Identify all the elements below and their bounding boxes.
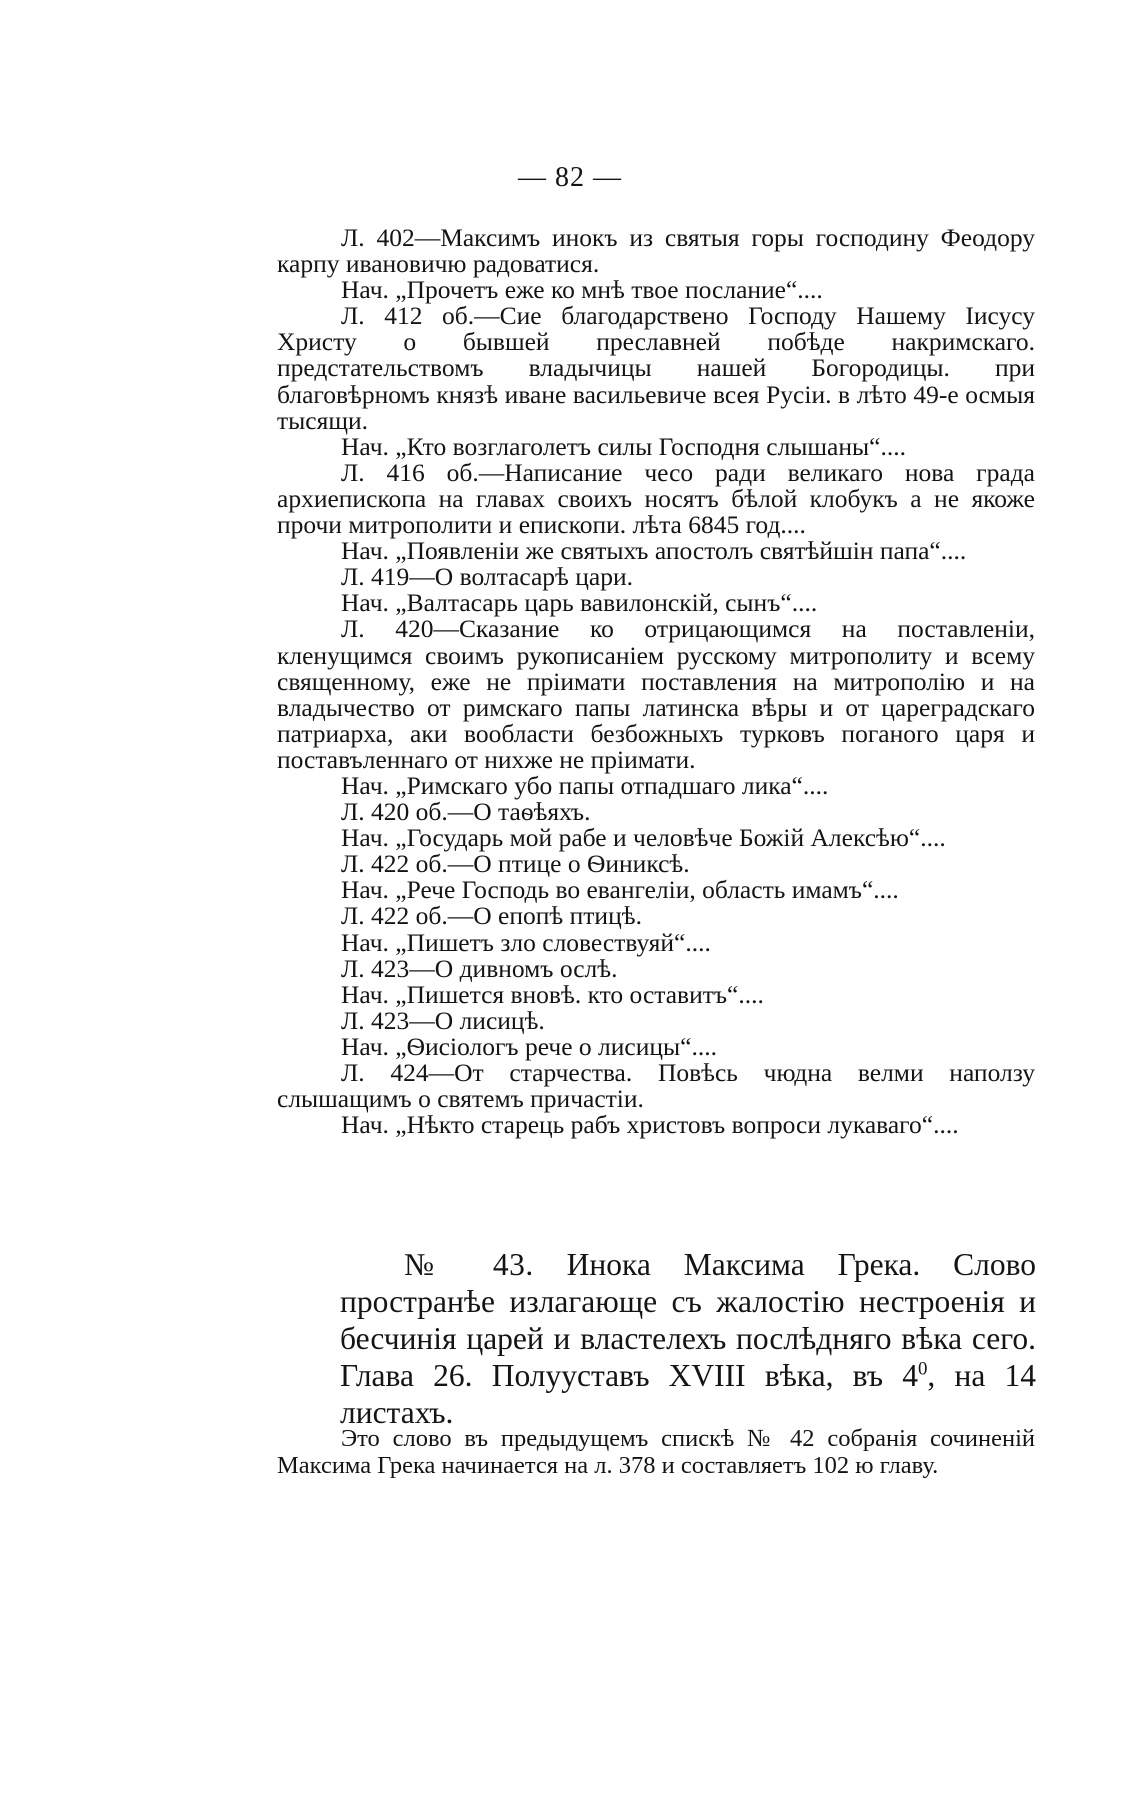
heading-text: Инока Максима Грека. Слово пространѣе излагающе съ жалостію нестроенія и бесчинія царей и властелехъ послѣдняго вѣка сего. Глава 26. Полууставъ XVIII вѣка, въ 4: [340, 1247, 1037, 1393]
entry: Л. 419—О волтасарѣ цари.: [341, 562, 634, 592]
entry: Нач. „Прочетъ еже ко мнѣ твое послание“....: [341, 275, 823, 305]
heading-superscript: 0: [917, 1358, 928, 1380]
entry: Л. 412 об.—Сие благодарствено Господу Нашему Іисусу Христу о бывшей преславней побѣде накримскаго. предстательствомъ владычицы нашей Богородицы. при благовѣрномъ князѣ иване васильевиче всея Русіи. в лѣто 49-е осмыя тысящи.: [277, 301, 1035, 435]
entry: Нач. „Пишетъ зло словествуяй“....: [341, 927, 711, 957]
entries-list: [277, 225, 1035, 1138]
heading-text-end: , на 14 листахъ.: [340, 1358, 1036, 1430]
entry: Л. 424—От старчества. Повѣсь чюдна велми наползу слышащимъ о святемъ причастіи.: [277, 1058, 1035, 1114]
entry: Л. 423—О дивномъ ослѣ.: [341, 953, 618, 983]
entry: Л. 416 об.—Написание чесо ради великаго нова града архиепископа на главах своихъ носятъ бѣлой клобукъ а не якоже прочи митрополити и епископи. лѣта 6845 год....: [277, 457, 1035, 540]
entry: Нач. „Появленіи же святыхъ апостолъ святѣйшін папа“....: [341, 536, 967, 566]
entry: Нач. „Пишется вновѣ. кто оставитъ“....: [341, 979, 764, 1009]
page-number: — 82 —: [518, 162, 622, 193]
entry: Нач. „Валтасарь царь вавилонскій, сынъ“....: [341, 588, 818, 618]
entry: Нач. „Рече Господь во евангеліи, область имамъ“....: [341, 875, 899, 905]
entry: Нач. „Государь мой рабе и человѣче Божій Алексѣю“....: [341, 823, 946, 853]
entry: Нач. „Нѣкто старець рабъ христовъ вопроси лукаваго“....: [341, 1110, 959, 1140]
footnote-paragraph: Это слово въ предыдущемъ спискѣ № 42 собранія сочиненій Максима Грека начинается на л. 378 и составляетъ 102 ю главу.: [277, 1425, 1035, 1479]
entry: Л. 402—Максимъ инокъ из святыя горы господину Феодору карпу ивановичю радоватися.: [277, 223, 1035, 279]
entry: Л. 420 об.—О таѳѣяхъ.: [341, 797, 591, 827]
manuscript-heading: [340, 1246, 1036, 1431]
entry: Л. 423—О лисицѣ.: [341, 1005, 545, 1035]
heading-number: № 43.: [404, 1247, 534, 1282]
entry: Нач. „Кто возглаголетъ силы Господня слышаны“....: [341, 431, 906, 461]
entry: Л. 422 об.—О епопѣ птицѣ.: [341, 901, 642, 931]
entry: Нач. „Ѳисіологъ рече о лисицы“....: [341, 1031, 717, 1061]
entry: Л. 420—Сказание ко отрицающимся на поставленіи, кленущимся своимъ рукописаніем русскому митрополиту и всему священному, еже не пріимати поставления на митрополію и на владычество от римскаго папы латинска вѣры и от цареградскаго патриарха, аки вообласти безбожныхъ турковъ поганого царя и поставъленнаго от нихже не пріимати.: [277, 614, 1035, 774]
entry: Нач. „Римскаго убо папы отпадшаго лика“....: [341, 770, 829, 800]
entry: Л. 422 об.—О птице о Ѳиниксѣ.: [341, 849, 690, 879]
